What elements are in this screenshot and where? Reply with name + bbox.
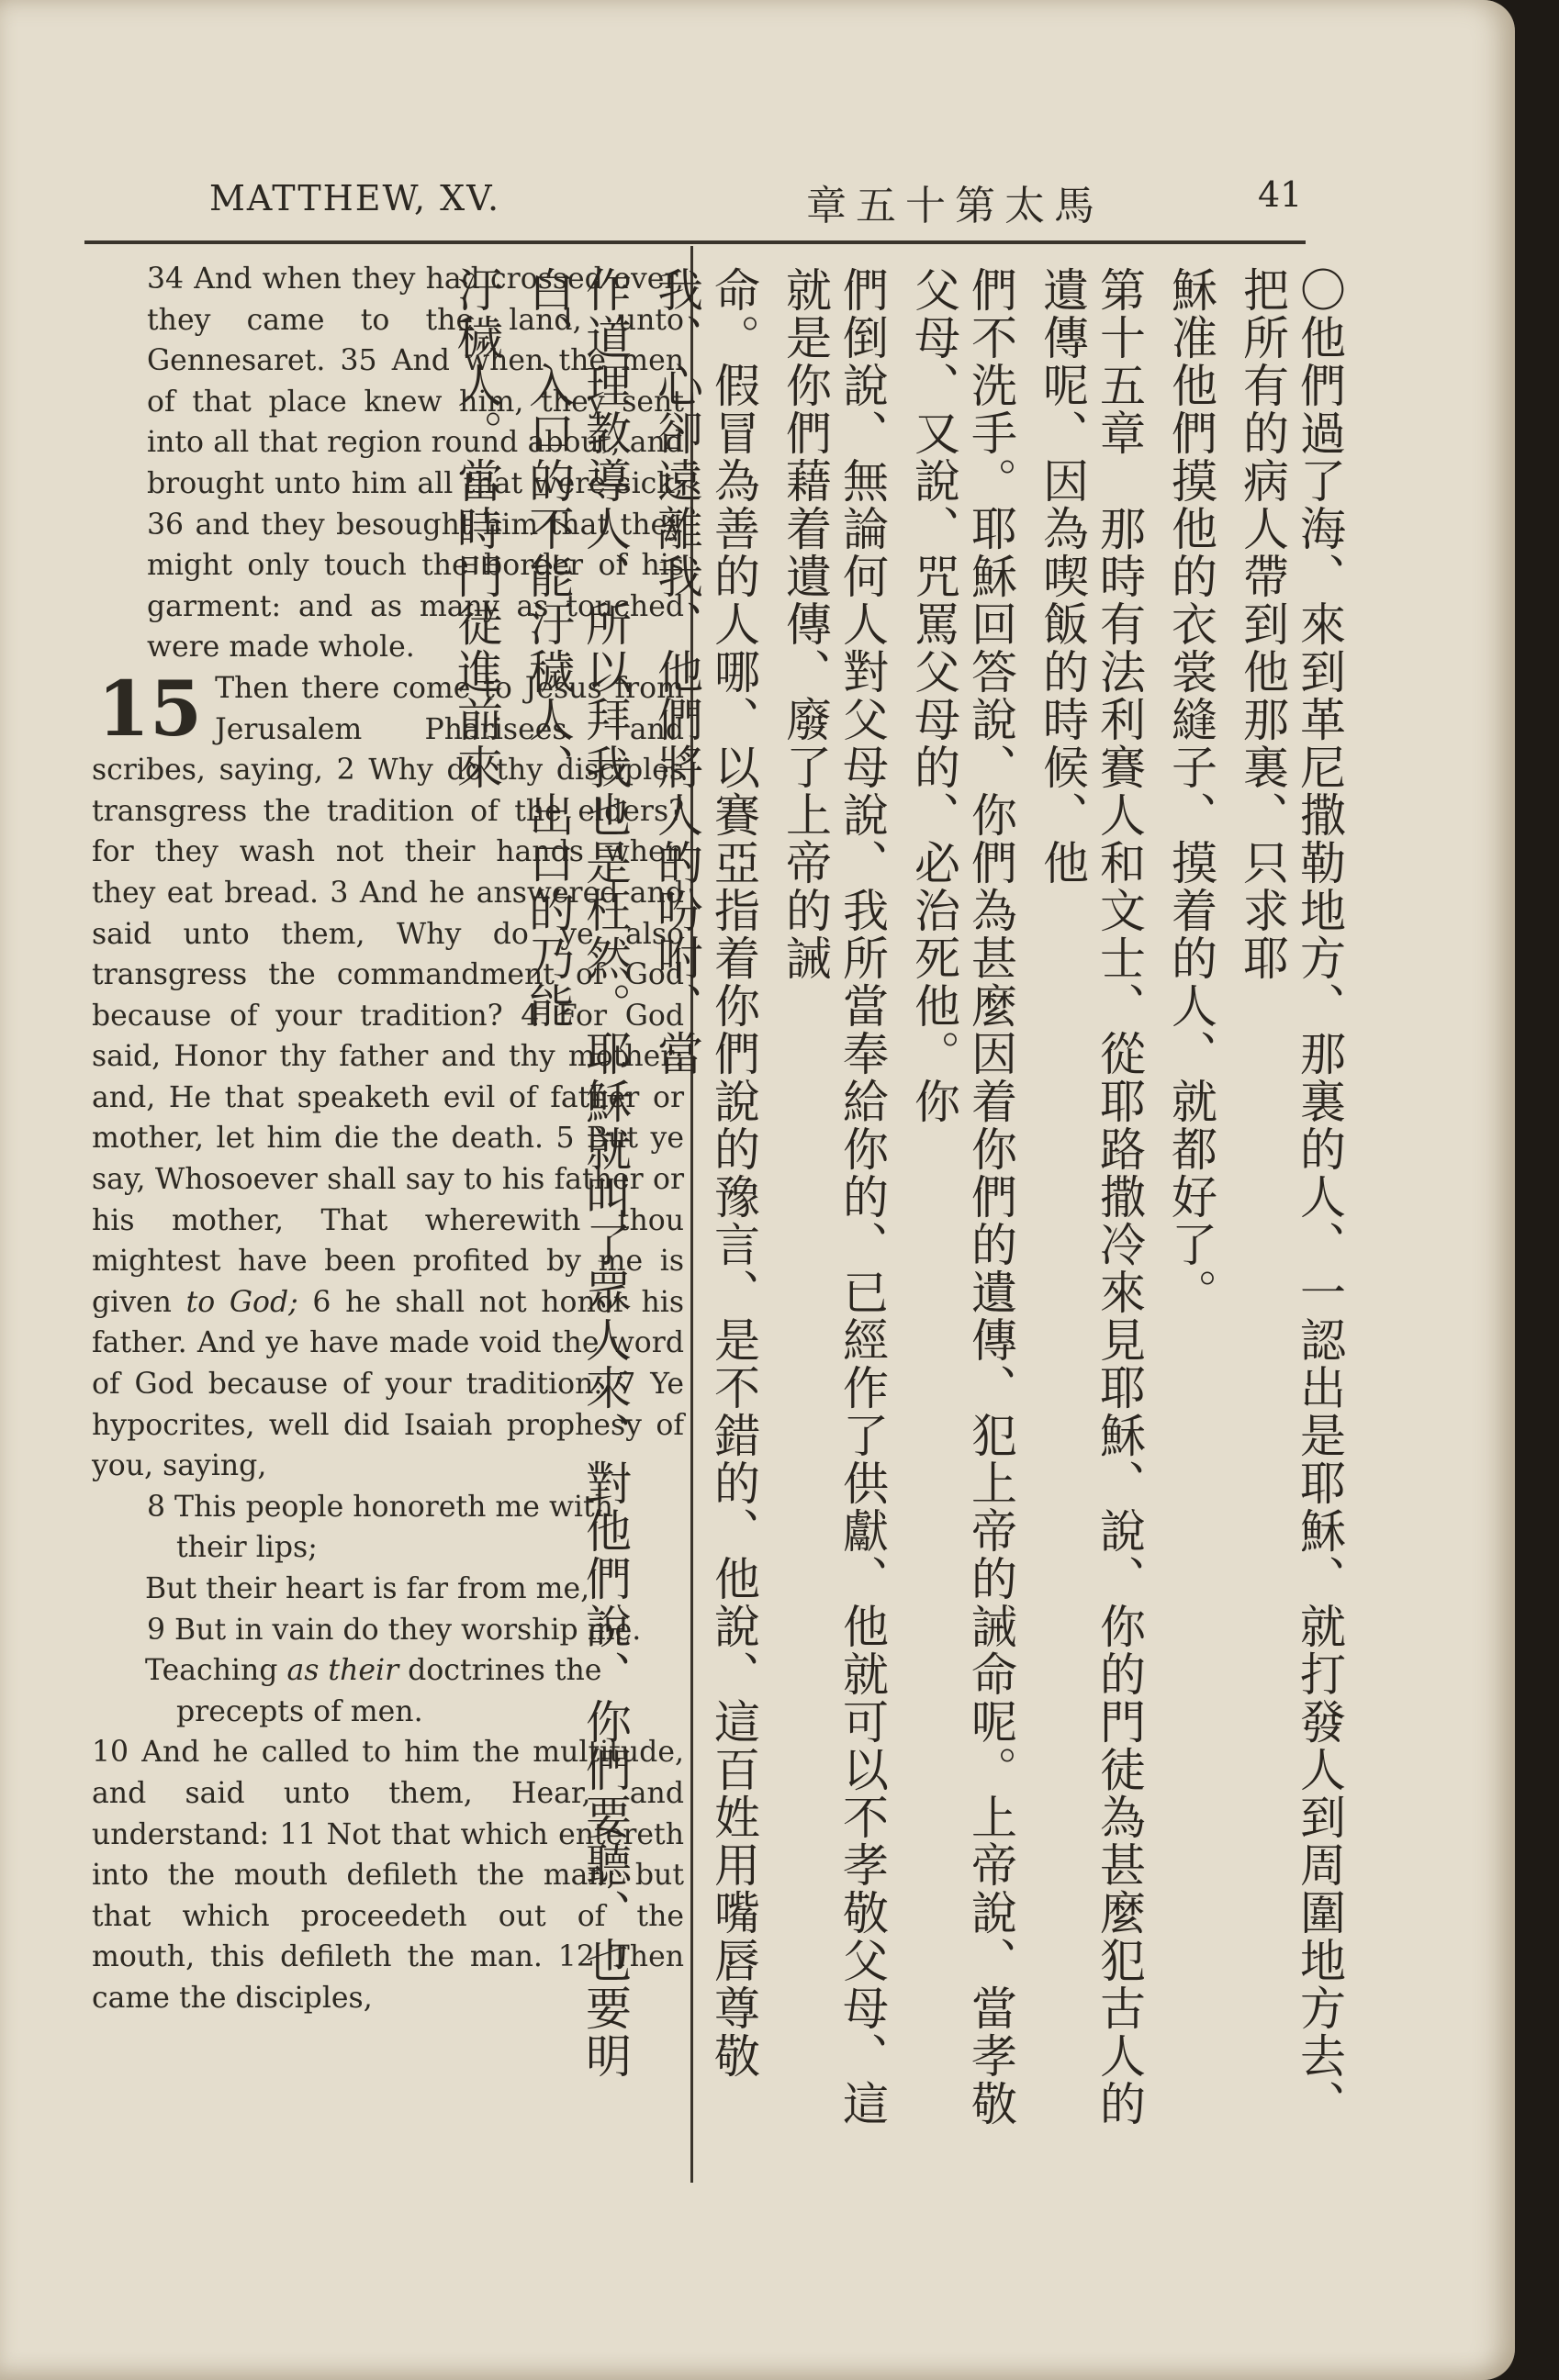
page-number: 41: [1258, 174, 1303, 215]
header-rule: [84, 240, 1306, 244]
chinese-column: 作道理教導人、所以拜我也是枉然。耶穌就叫了眾人來、對他們說、你們要聽、也要明白、入口的不能汙穢人、出口的乃能: [522, 266, 632, 2080]
english-paragraph: Then there come to Jesus from Jerusalem Pharisees and scribes, saying, 2 Why do thy disciples transgress the tradition of the elders? for they wash not their hands when they eat bread. 3 And he answered and said unto them, Why do ye also transgress the commandment of God because of your tradition? 4 For God said, Honor thy father and thy mother: and, He that speaketh evil of father or mother, let him die the death. 5 But ye say, Whosoever shall say to his father or his mother, That wherewith thou mightest have been profited by me is given to God; 6 he shall not honor his father. And ye have made void the word of God because of your tradition. 7 Ye hypocrites, well did Isaiah prophesy of you, saying,: [92, 671, 684, 1483]
chinese-column: 穌准他們摸他的衣裳縫子、摸着的人、就都好了。: [1164, 266, 1217, 1316]
chapter-number: 15: [97, 665, 203, 754]
chinese-text-area: [450, 266, 1348, 2166]
poetry-line: 8 This people honoreth me with: [147, 1490, 613, 1524]
chinese-column: 們不洗手。耶穌回答說、你們為甚麼因着你們的遺傳、犯上帝的誡命呢。上帝說、當孝敬父母、又說、咒罵父母的、必治死他。你: [907, 266, 1017, 2128]
poetry-line: Teaching as their doctrines the: [145, 1654, 602, 1688]
running-header: [0, 165, 1515, 229]
english-paragraph: 34 And when they had crossed over, they came to the land, unto Gennesaret. 35 And when the men of that place knew him, they sent into all that region round about, and brought unto him all that were sick; 36 and they besought him that they might only touch the border of his garment: and as many as touched were made whole.: [147, 263, 684, 665]
chinese-column: 們倒說、無論何人對父母說、我所當奉給你的、已經作了供獻、他就可以不孝敬父母、這就是你們藉着遺傳、廢了上帝的誡: [779, 266, 889, 2128]
poetry-line: their lips;: [176, 1531, 318, 1565]
english-paragraph: 10 And he called to him the multitude, and said unto them, Hear, and understand: 11 Not that which entereth into the mouth defileth the man; but that which proceedeth out of the mouth, this defileth the man. 12 Then came the disciples,: [92, 1736, 684, 2015]
poetry-line: 9 But in vain do they worship me.: [147, 1613, 642, 1647]
chinese-column: 第十五章 那時有法利賽人和文士、從耶路撒冷來見耶穌、說、你的門徒為甚麼犯古人的遺傳呢、因為喫飯的時候、他: [1036, 266, 1146, 2128]
poetry-line: precepts of men.: [176, 1694, 423, 1728]
chinese-column: 〇他們過了海、來到革尼撒勒地方、那裏的人、一認出是耶穌、就打發人到周圍地方去、把所有的病人帶到他那裏、只求耶: [1236, 266, 1346, 2128]
chinese-column: 汙穢人。當時門徒進前來: [450, 266, 503, 791]
header-english-title: MATTHEW, XV.: [209, 178, 501, 218]
chinese-column: 命。假冒為善的人哪、以賽亞指着你們說的豫言、是不錯的、他說、這百姓用嘴唇尊敬我、心卻遠離我、他們將人的吩咐、當: [650, 266, 760, 2080]
header-chinese-title: 章五十第太馬: [806, 183, 1104, 229]
poetry-line: But their heart is far from me,: [145, 1572, 590, 1605]
